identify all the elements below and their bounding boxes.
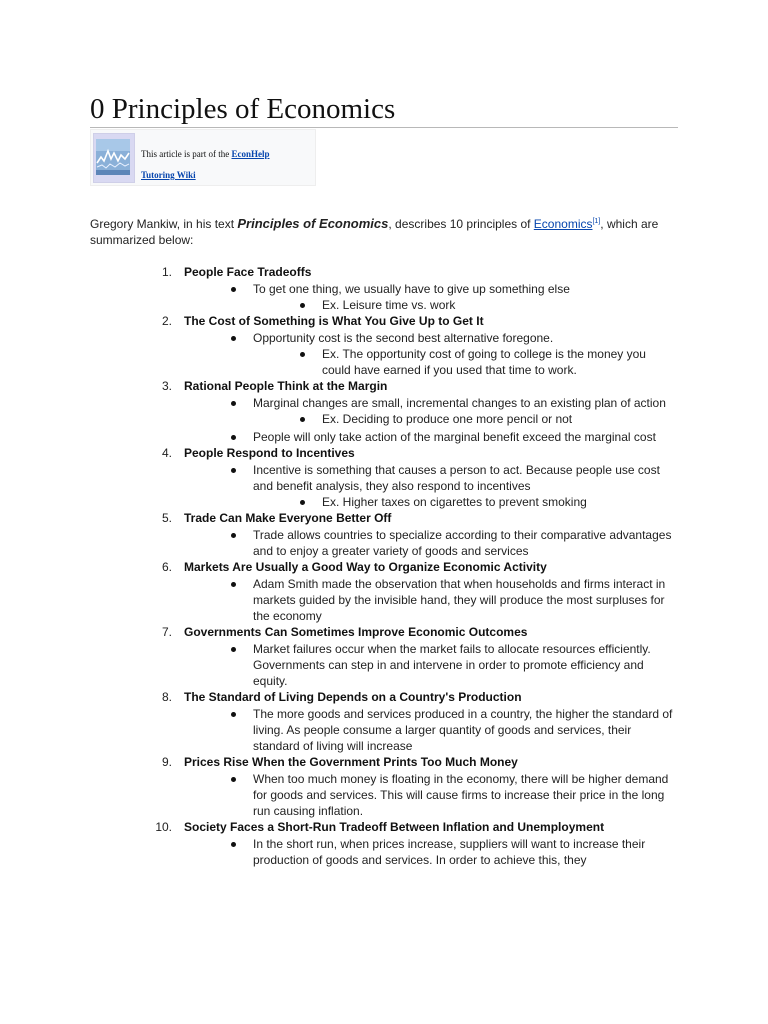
principle-title: The Cost of Something is What You Give Up to Get It [184, 314, 484, 328]
econhelp-link[interactable]: EconHelp [231, 149, 270, 159]
sub-bullet-point: Ex. Leisure time vs. work [322, 297, 662, 313]
sub-bullet-point: Ex. Deciding to produce one more pencil or not [322, 411, 662, 427]
principle-number: 4. [161, 446, 172, 460]
economics-link[interactable]: Economics [533, 217, 593, 231]
page-title: 0 Principles of Economics [90, 92, 678, 128]
principle-item [90, 689, 690, 754]
bullet-point: In the short run, when prices increase, suppliers will want to increase their production of goods and services. In order to achieve this, they [253, 836, 678, 868]
intro-text: Gregory Mankiw, in his text [90, 217, 238, 231]
principle-title: Rational People Think at the Margin [184, 379, 388, 393]
banner-text [141, 144, 309, 186]
bullet-point: Opportunity cost is the second best alternative foregone. [253, 330, 678, 346]
citation-link[interactable]: [1] [592, 218, 601, 225]
bullet-point: When too much money is floating in the economy, there will be higher demand for goods and services. This will cause firms to increase their price in the long run causing inflation. [253, 771, 678, 819]
principle-title: The Standard of Living Depends on a Country's Production [184, 690, 522, 704]
principle-item [90, 624, 690, 689]
principle-title: People Respond to Incentives [184, 446, 355, 460]
bullet-point: Adam Smith made the observation that when households and firms interact in markets guided by the invisible hand, they will produce the most surpluses for the economy [253, 576, 678, 624]
bullet-point: The more goods and services produced in a country, the higher the standard of living. As people consume a larger quantity of goods and services, their standard of living will increase [253, 706, 678, 754]
bullet-point: Trade allows countries to specialize according to their comparative advantages and to enjoy a greater variety of goods and services [253, 527, 678, 559]
principle-title: Society Faces a Short-Run Tradeoff Between Inflation and Unemployment [184, 820, 605, 834]
principle-title: Trade Can Make Everyone Better Off [184, 511, 392, 525]
tutoring-wiki-link[interactable]: Tutoring Wiki [141, 170, 196, 180]
bullet-point: Marginal changes are small, incremental changes to an existing plan of action [253, 395, 678, 411]
bullet-point: People will only take action of the marginal benefit exceed the marginal cost [253, 429, 678, 445]
principle-number: 2. [161, 314, 172, 328]
wiki-banner [90, 129, 316, 186]
sub-bullet-point: Ex. The opportunity cost of going to college is the money you could have earned if you used that time to work. [322, 346, 662, 378]
principle-number: 8. [161, 690, 172, 704]
book-title: Principles of Economics [237, 216, 389, 231]
intro-paragraph [90, 214, 678, 248]
principle-number: 6. [161, 560, 172, 574]
principles-list [90, 264, 690, 868]
principle-number: 9. [161, 755, 172, 769]
principle-item [90, 445, 690, 510]
principle-number: 3. [161, 379, 172, 393]
principle-number: 10. [155, 820, 172, 834]
principle-item [90, 754, 690, 819]
principle-title: People Face Tradeoffs [184, 265, 312, 279]
bullet-point: Incentive is something that causes a person to act. Because people use cost and benefit analysis, they also respond to incentives [253, 462, 678, 494]
intro-text: , which are summarized below: [90, 217, 659, 247]
intro-text: , describes 10 principles of [388, 217, 534, 231]
principle-title: Markets Are Usually a Good Way to Organize Economic Activity [184, 560, 547, 574]
principle-item [90, 378, 690, 445]
principle-title: Governments Can Sometimes Improve Economic Outcomes [184, 625, 528, 639]
principle-item [90, 510, 690, 559]
principle-number: 5. [161, 511, 172, 525]
principle-item [90, 559, 690, 624]
principle-number: 1. [161, 265, 172, 279]
principle-item [90, 264, 690, 313]
principle-number: 7. [161, 625, 172, 639]
principle-title: Prices Rise When the Government Prints Too Much Money [184, 755, 518, 769]
principle-item [90, 313, 690, 378]
bullet-point: To get one thing, we usually have to give up something else [253, 281, 678, 297]
chart-icon [93, 133, 135, 183]
bullet-point: Market failures occur when the market fails to allocate resources efficiently. Governments can step in and intervene in order to promote efficiency and equity. [253, 641, 678, 689]
sub-bullet-point: Ex. Higher taxes on cigarettes to prevent smoking [322, 494, 662, 510]
principle-item [90, 819, 690, 868]
banner-prefix: This article is part of the [141, 149, 232, 159]
